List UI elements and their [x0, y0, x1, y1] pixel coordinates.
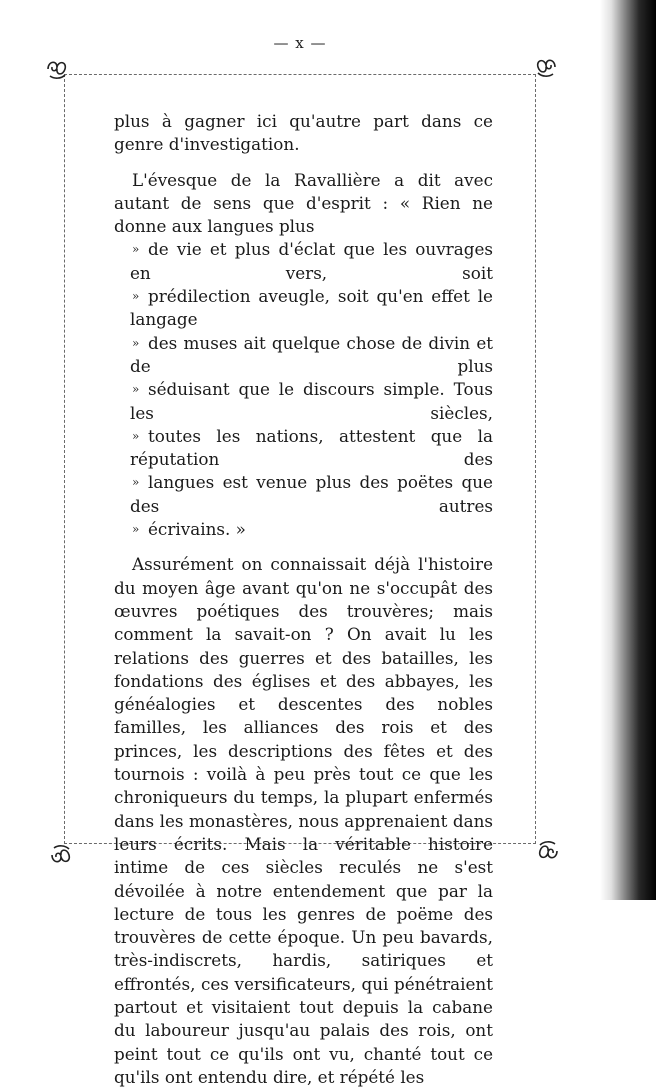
paragraph-quote	[114, 169, 493, 542]
quote-line: » langues est venue plus des poëtes que des autres	[114, 471, 493, 518]
guillemet-mark: »	[132, 289, 140, 304]
page-number: — x —	[273, 34, 327, 52]
guillemet-mark: »	[132, 475, 140, 490]
quote-line: » toutes les nations, attestent que la réputation des	[114, 425, 493, 472]
guillemet-mark: »	[132, 522, 140, 537]
quote-line: » des muses ait quelque chose de divin et de plus	[114, 332, 493, 379]
quote-line: » de vie et plus d'éclat que les ouvrages en vers, soit	[114, 238, 493, 285]
paragraph-history: Assurément on connaissait déjà l'histoire du moyen âge avant qu'on ne s'occupât des œuvres poétiques des trouvères; mais comment la savait-on ? On avait lu les relations des guerres et des batailles, les fondations des églises et des abbayes, les généalogies et descentes des nobles familles, les alliances des rois et des princes, les descriptions des fêtes et des tournois : voilà à peu près tout ce que les chroniqueurs du temps, la plupart enfermés dans les monastères, nous apprenaient dans leurs écrits. Mais la véritable histoire intime de ces siècles reculés ne s'est dévoilée à notre entendement que par la lecture de tous les genres de poëme des trouvères de cette époque. Un peu bavards, très-indiscrets, hardis, satiriques et effrontés, ces versificateurs, qui pénétraient partout et visitaient tout depuis la cabane du laboureur jusqu'au palais des rois, ont peint tout ce qu'ils ont vu, chanté tout ce qu'ils ont entendu dire, et répété les	[114, 554, 493, 1087]
fleuron-icon	[48, 842, 74, 868]
fleuron-icon	[533, 54, 559, 80]
quote-line: » écrivains. »	[114, 518, 493, 541]
paragraph-continuation: plus à gagner ici qu'autre part dans ce genre d'investigation.	[114, 111, 493, 155]
body-text	[114, 110, 493, 1089]
fleuron-icon	[44, 56, 70, 82]
quote-line: » prédilection aveugle, soit qu'en effet le langage	[114, 285, 493, 332]
guillemet-mark: »	[132, 335, 140, 350]
guillemet-mark: »	[132, 242, 140, 257]
book-spine-shadow	[600, 0, 656, 900]
quote-intro: L'évesque de la Ravallière a dit avec autant de sens que d'esprit : « Rien ne donne aux langues plus	[114, 169, 493, 237]
fleuron-icon	[535, 838, 561, 864]
quote-line: » séduisant que le discours simple. Tous les siècles,	[114, 378, 493, 425]
guillemet-mark: »	[132, 382, 140, 397]
guillemet-mark: »	[132, 428, 140, 443]
